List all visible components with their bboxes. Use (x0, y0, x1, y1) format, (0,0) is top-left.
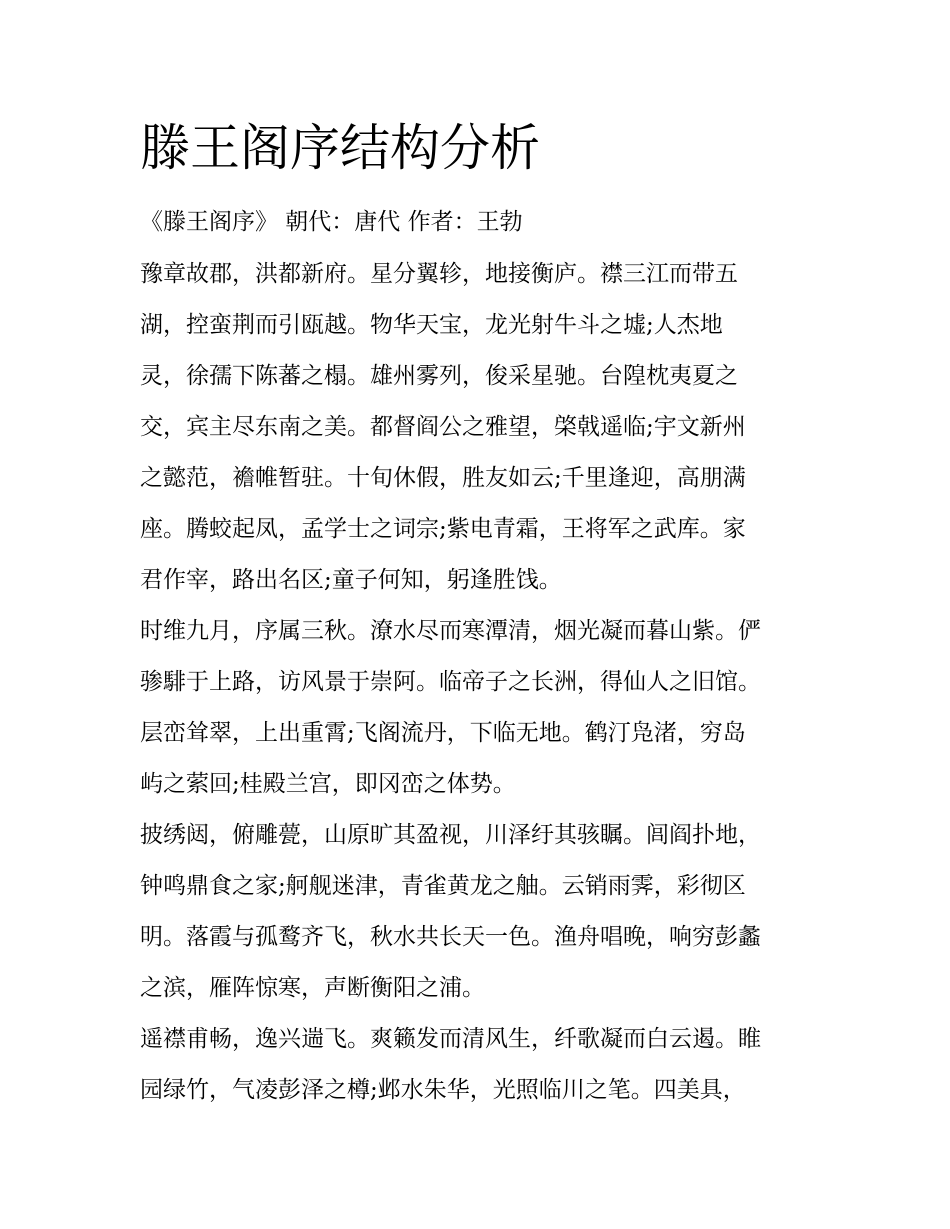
paragraph-1 (140, 254, 820, 611)
text-line: 披绣闼，俯雕甍，山原旷其盈视，川泽纡其骇瞩。闾阎扑地， (140, 822, 761, 848)
document-meta: 《滕王阁序》 朝代：唐代 作者：王勃 (140, 209, 523, 235)
paragraph-3 (140, 815, 820, 1019)
text-line: 层峦耸翠，上出重霄;飞阁流丹，下临无地。鹤汀凫渚，穷岛 (140, 720, 746, 746)
text-line: 明。落霞与孤鹜齐飞，秋水共长天一色。渔舟唱晚，响穷彭蠡 (140, 924, 761, 950)
document-title: 滕王阁序结构分析 (140, 119, 540, 177)
text-line: 之滨，雁阵惊寒，声断衡阳之浦。 (140, 975, 485, 1001)
document-body (140, 254, 820, 1121)
text-line: 君作宰，路出名区;童子何知，躬逢胜饯。 (140, 567, 562, 593)
text-line: 湖，控蛮荆而引瓯越。物华天宝，龙光射牛斗之墟;人杰地 (140, 312, 723, 338)
text-line: 交，宾主尽东南之美。都督阎公之雅望，棨戟遥临;宇文新州 (140, 414, 746, 440)
text-line: 豫章故郡，洪都新府。星分翼轸，地接衡庐。襟三江而带五 (140, 261, 738, 287)
text-line: 时维九月，序属三秋。潦水尽而寒潭清，烟光凝而暮山紫。俨 (140, 618, 761, 644)
text-line: 骖騑于上路，访风景于崇阿。临帝子之长洲，得仙人之旧馆。 (140, 669, 761, 695)
text-line: 座。腾蛟起凤，孟学士之词宗;紫电青霜，王将军之武库。家 (140, 516, 746, 542)
text-line: 钟鸣鼎食之家;舸舰迷津，青雀黄龙之舳。云销雨霁，彩彻区 (140, 873, 746, 899)
text-line: 灵，徐孺下陈蕃之榻。雄州雾列，俊采星驰。台隍枕夷夏之 (140, 363, 738, 389)
paragraph-4 (140, 1019, 820, 1121)
text-line: 园绿竹，气凌彭泽之樽;邺水朱华，光照临川之笔。四美具， (140, 1077, 746, 1103)
text-line: 遥襟甫畅，逸兴遄飞。爽籁发而清风生，纤歌凝而白云遏。睢 (140, 1026, 761, 1052)
text-line: 屿之萦回;桂殿兰宫，即冈峦之体势。 (140, 771, 516, 797)
text-line: 之懿范，襜帷暂驻。十旬休假，胜友如云;千里逢迎，高朋满 (140, 465, 746, 491)
paragraph-2 (140, 611, 820, 815)
